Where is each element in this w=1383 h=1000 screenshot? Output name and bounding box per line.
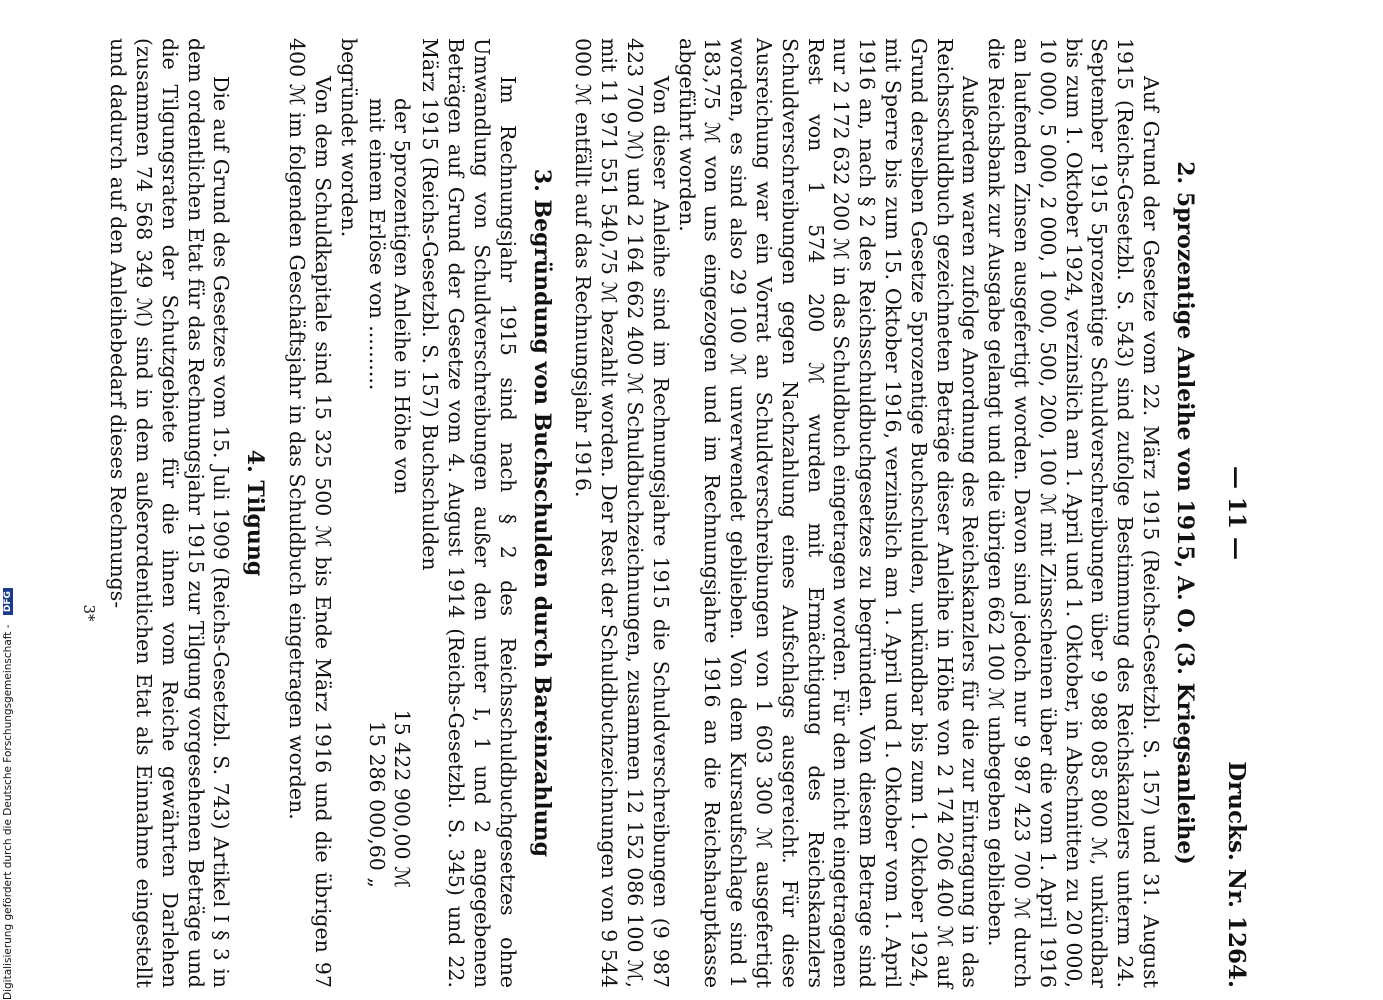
section-2-paragraph-3: Von dieser Anleihe sind im Rechnungsjahre 1915 die Schuldverschreibungen (9 987 423 700 ℳ) und 2 164 662 400 ℳ Schuldbuchzeichnungen, zusammen 12 152 086 100 ℳ, mit 11 971 551 540,75 ℳ bezahlt worden. Der Rest der Schuldbuchzeichnungen von 9 544 000 ℳ entfällt auf das Rechnungsjahr 1916. — [571, 38, 673, 988]
section-3 — [284, 38, 556, 988]
section-2-paragraph-2: Außerdem waren zufolge Anordnung des Reichskanzlers für die zur Eintragung in das Reichsschuldbuch gezeichneten Beträge dieser Anleihe in Höhe von 2 174 206 400 ℳ auf Grund derselben Gesetze 5prozentige Buchschulden, unkündbar bis zum 1. Oktober 1924, mit Sperre bis zum 15. Oktober 1916, verzinslich am 1. April und 1. Oktober vom 1. April 1916 an, nach § 2 des Reichsschuldbuchgesetzes zu begründen. Von diesem Betrage sind nur 2 172 632 200 ℳ in das Schuldbuch eingetragen worden. Für den nicht eingetragenen Rest von 1 574 200 ℳ wurden mit Ermächtigung des Reichskanzlers Schuldverschreibungen gegen Nachzahlung eines Aufschlags ausgereicht. Für diese Ausreichung war ein Vorrat an Schuldverschreibungen von 1 603 300 ℳ ausgefertigt worden, es sind also 29 100 ℳ unverwendet geblieben. Von dem Kursaufschlage sind 1 183,75 ℳ von uns eingezogen und im Rechnungsjahre 1916 an die Reichshauptkasse abgeführt worden. — [674, 38, 983, 988]
dfg-logo-icon: DFG — [3, 588, 13, 615]
calc-row-1-label: der 5prozentigen Anleihe in Höhe von — [390, 98, 415, 495]
section-3-title: 3. Begründung von Buchschulden durch Bareinzahlung — [528, 168, 555, 858]
section-4 — [105, 38, 270, 988]
calc-row-1 — [389, 98, 415, 988]
calc-row-2 — [363, 98, 389, 988]
section-2-title: 2. 5prozentige Anleihe von 1915, A. O. (3. Kriegsanleihe) — [1172, 161, 1198, 865]
calc-row-2-value: 15 286 000,60 „ — [364, 720, 389, 888]
signature-mark: 3* — [79, 604, 98, 622]
section-4-title: 4. Tilgung — [242, 449, 269, 577]
digitization-credit — [2, 0, 14, 1000]
section-2-paragraph-1: Auf Grund der Gesetze vom 22. März 1915 (Reichs-Gesetzbl. S. 157) und 31. August 1915 (Reichs-Gesetzbl. S. 543) sind zufolge Bestimmung des Reichskanzlers unterm 24. September 1915 5prozentige Schuldverschreibungen über 9 988 085 800 ℳ, unkündbar bis zum 1. Oktober 1924, verzinslich am 1. April und 1. Oktober, in Abschnitten zu 20 000, 10 000, 5 000, 2 000, 1 000, 500, 200, 100 ℳ mit Zinsscheinen über die vom 1. April 1916 an laufenden Zinsen ausgefertigt worden. Davon sind jedoch nur 9 987 423 700 ℳ durch die Reichsbank zur Ausgabe gelangt und die übrigen 662 100 ℳ unbegeben geblieben. — [984, 38, 1163, 988]
document-number: Drucks. Nr. 1264. — [1223, 761, 1250, 988]
section-3-paragraph-1-end: begründet worden. — [336, 38, 361, 238]
calc-row-2-label: mit einem Erlöse von .......... — [364, 98, 389, 391]
section-3-paragraph-2: Von dem Schuldkapitale sind 15 325 500 ℳ bis Ende März 1916 und die übrigen 97 400 ℳ im folgenden Geschäftsjahr in das Schuldbuch eingetragen worden. — [285, 38, 336, 988]
page-number: — 11 — — [1223, 465, 1250, 561]
section-3-calculation — [363, 98, 415, 988]
section-4-paragraph-1: Die auf Grund des Gesetzes vom 15. Juli 1909 (Reichs-Gesetzbl. S. 743) Artikel I § 3 in dem ordentlichen Etat für das Rechnungsjahr 1915 zur Tilgung vorgesehenen Beträge und die Tilgungsraten der Schutzgebiete für die ihnen vom Reiche gewährten Darlehen (zusammen 74 568 349 ℳ) sind in dem außerordentlichen Etat als Einnahme eingestellt und dadurch auf den Anleihebedarf dieses Rechnungs- — [106, 38, 234, 988]
section-2 — [570, 38, 1199, 988]
calc-row-1-value: 15 422 900,00 ℳ — [390, 709, 415, 888]
section-3-paragraph-1: Im Rechnungsjahr 1915 sind nach § 2 des Reichsschuldbuchgesetzes ohne Umwandlung von Schuldverschreibungen außer den unter I, 1 und 2 angegebenen Beträgen auf Grund der Gesetze vom 4. August 1914 (Reichs-Gesetzbl. S. 345) und 22. März 1915 (Reichs-Gesetzbl. S. 157) Buchschulden — [418, 38, 520, 988]
digitization-credit-text: Digitalisierung gefördert durch die Deutsche Forschungsgemeinschaft - — [2, 624, 14, 1000]
page-header — [1205, 38, 1253, 988]
rotated-page — [79, 38, 1253, 988]
